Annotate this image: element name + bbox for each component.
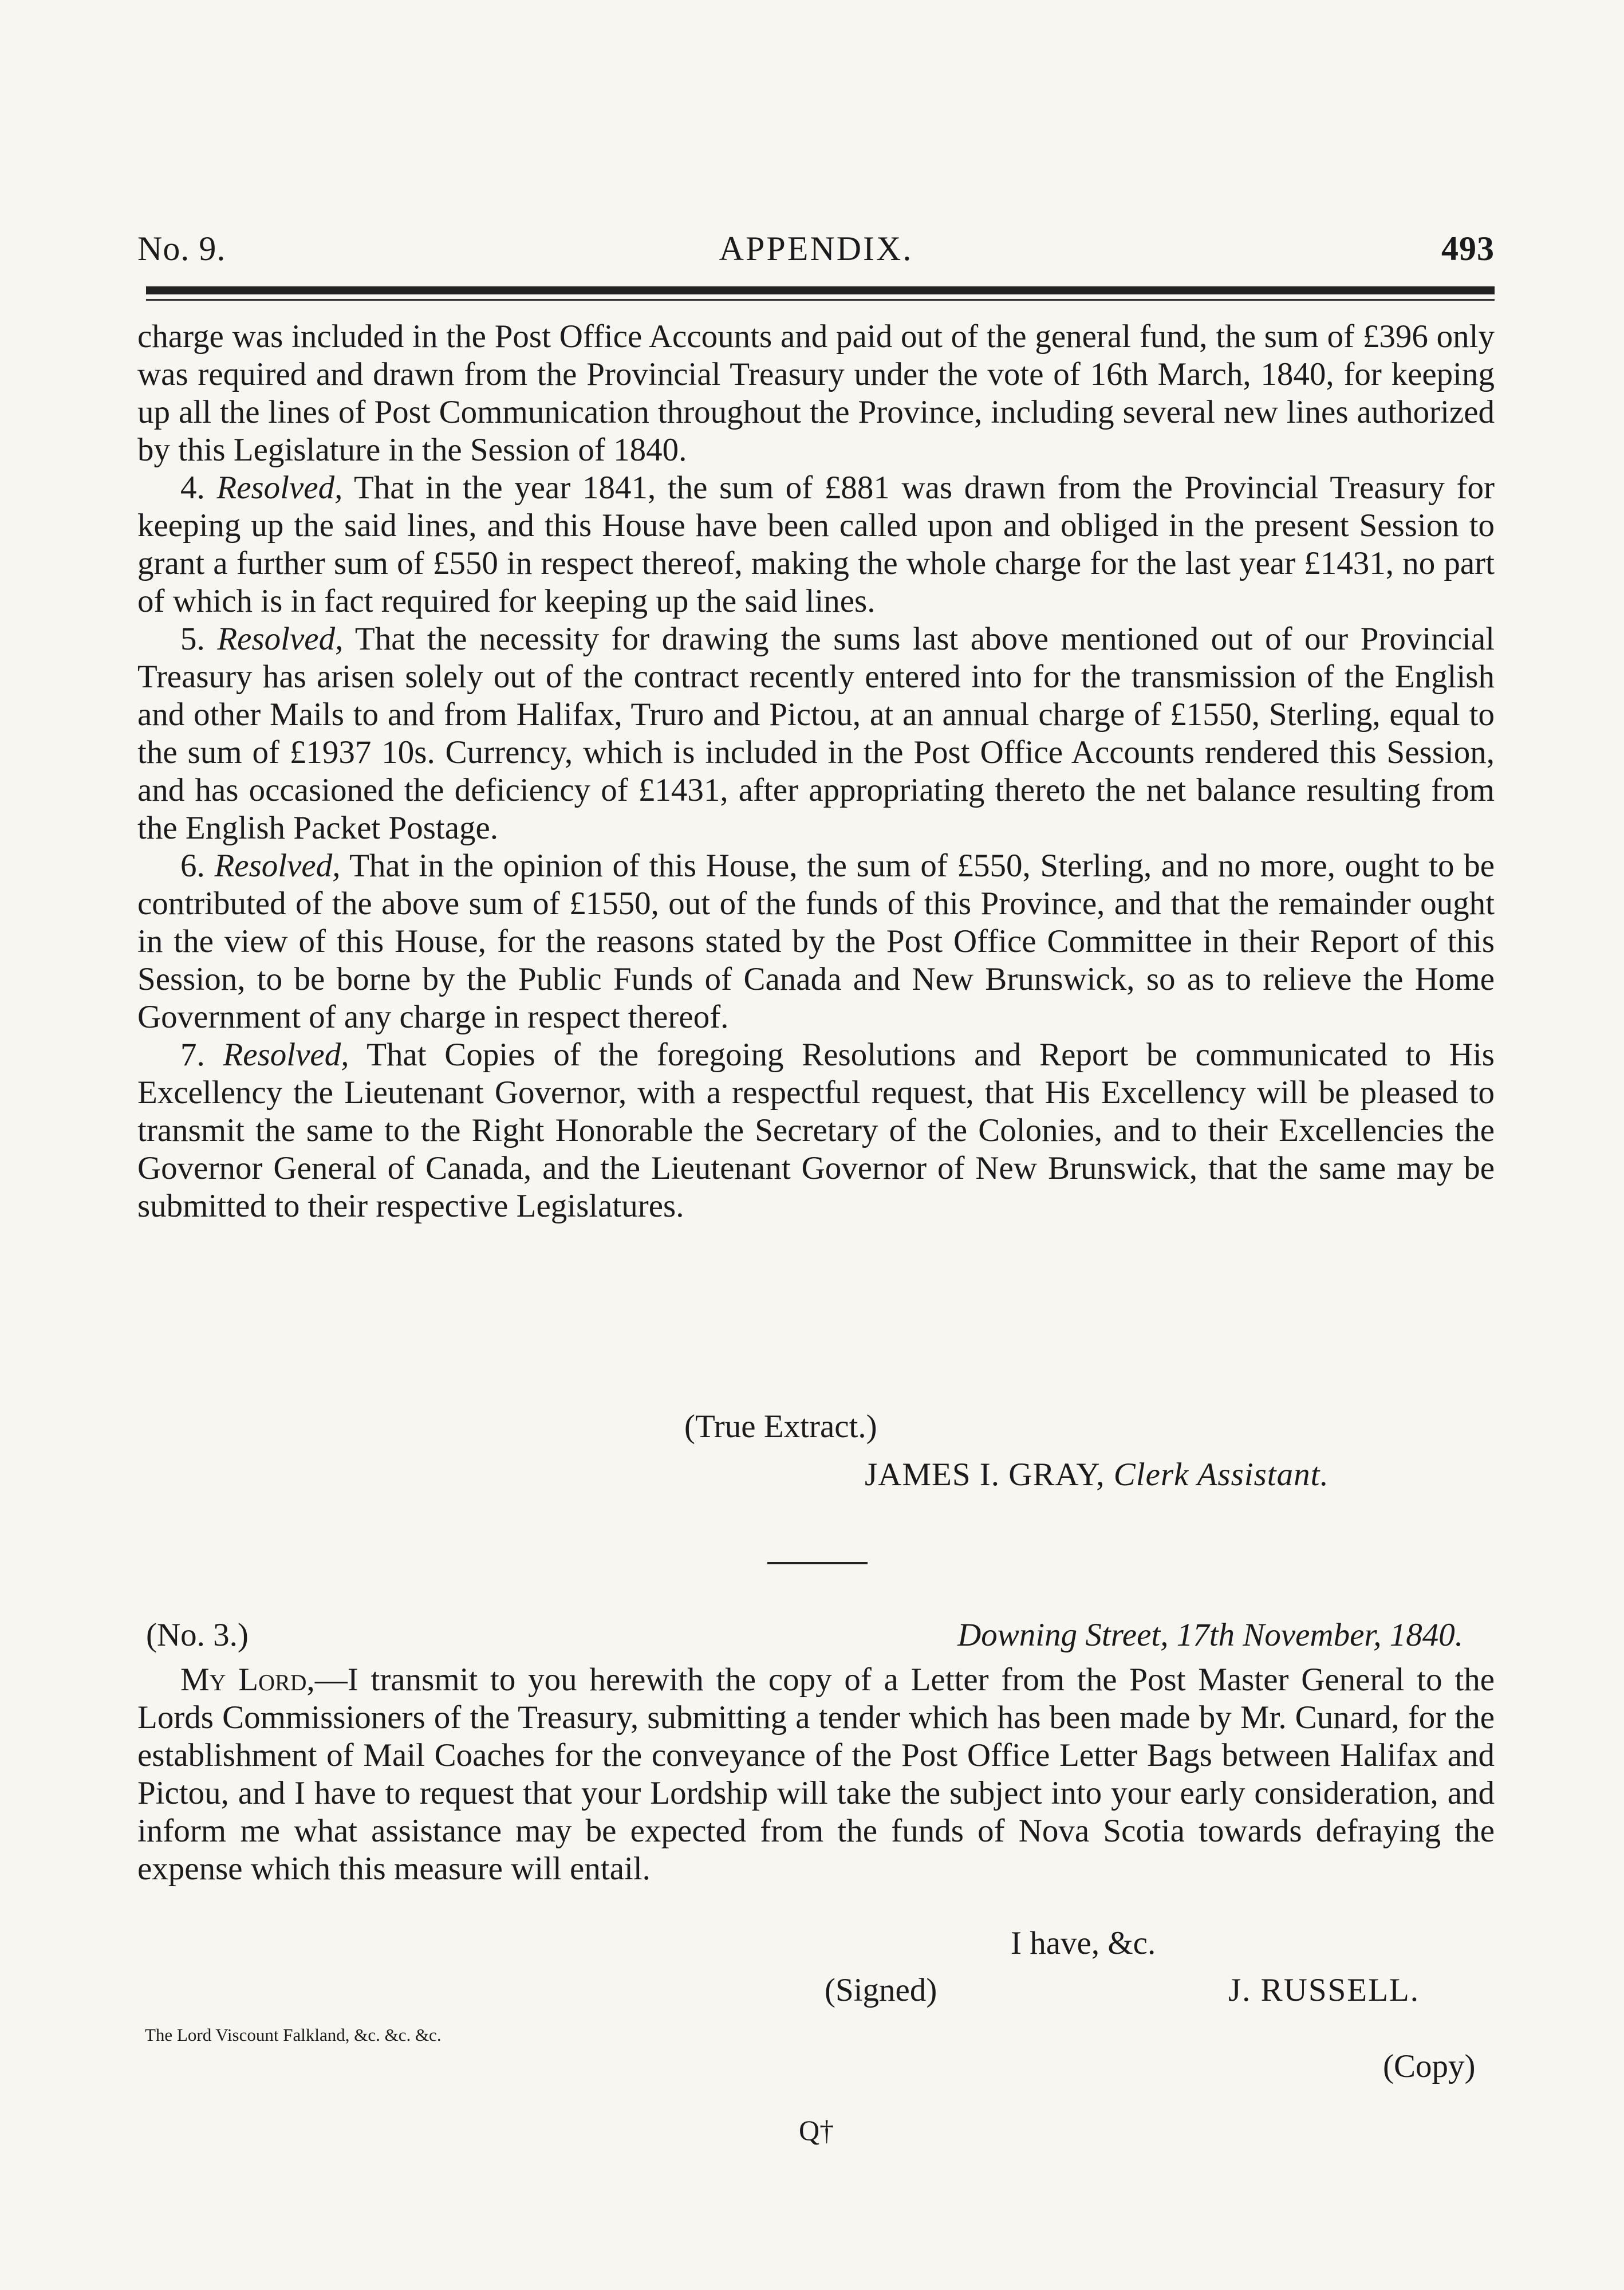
- resolution-text: That in the opinion of this House, the sum of £550, Sterling, and no more, ought to be contributed of the above sum of £1550, out of the funds of this Province, and that the remainder ought in the view of this House, for the reasons stated by the Post Office Committee in their Report of this Session, to be borne by the Public Funds of Canada and New Brunswick, so as to relieve the Home Government of any charge in respect thereof.: [137, 848, 1495, 1035]
- page-title: APPENDIX.: [719, 230, 913, 267]
- addressee: The Lord Viscount Falkland, &c. &c. &c.: [145, 2025, 442, 2045]
- clerk-name: JAMES I. GRAY,: [865, 1457, 1105, 1493]
- resolved-label: Resolved,: [223, 1037, 349, 1073]
- resolution-6: [137, 847, 1495, 1036]
- resolution-number: 7.: [180, 1037, 205, 1073]
- clerk-title: Clerk Assistant.: [1113, 1457, 1329, 1493]
- salutation: My Lord,: [180, 1662, 315, 1698]
- resolved-label: Resolved,: [216, 470, 343, 506]
- resolutions-body: [137, 318, 1495, 1225]
- letter-text: —I transmit to you herewith the copy of a Letter from the Post Master General to the Lords Commissioners of the Treasury, submitting a tender which has been made by Mr. Cunard, for the establishment of Mail Coaches for the conveyance of the Post Office Letter Bags between Halifax and Pictou, and I have to request that your Lordship will take the subject into your early consideration, and inform me what assistance may be expected from the funds of Nova Scotia towards defraying the expense which this measure will entail.: [137, 1662, 1495, 1887]
- resolved-label: Resolved,: [214, 848, 341, 884]
- appendix-number: No. 9.: [137, 230, 226, 267]
- resolution-7: [137, 1036, 1495, 1225]
- letter-body: [137, 1661, 1495, 1888]
- resolution-number: 5.: [180, 621, 205, 657]
- letter-paragraph: [137, 1661, 1495, 1888]
- resolution-text: That in the year 1841, the sum of £881 was drawn from the Provincial Treasury for keeping up the said lines, and this House have been called upon and obliged in the present Session to grant a further sum of £550 in respect thereof, making the whole charge for the last year £1431, no part of which is in fact required for keeping up the said lines.: [137, 470, 1495, 619]
- signature-mark: Q†: [799, 2114, 834, 2146]
- resolution-number: 6.: [180, 848, 205, 884]
- resolution-number: 4.: [180, 470, 205, 506]
- copy-label: (Copy): [1383, 2048, 1476, 2084]
- page-number: 493: [1441, 230, 1495, 267]
- clerk-signature: [865, 1456, 1329, 1494]
- paragraph-text: charge was included in the Post Office Accounts and paid out of the general fund, the sum of £396 only was required and drawn from the Provincial Treasury under the vote of 16th March, 1840, for keeping up all the lines of Post Communication throughout the Province, including several new lines authorized by this Legislature in the Session of 1840.: [137, 318, 1495, 468]
- resolution-5: [137, 620, 1495, 847]
- letter-number: (No. 3.): [146, 1617, 249, 1653]
- section-divider: [767, 1562, 868, 1564]
- resolution-text: That the necessity for drawing the sums last above mentioned out of our Provincial Treasury has arisen solely out of the contract recently entered into for the transmission of the English and other Mails to and from Halifax, Truro and Pictou, at an annual charge of £1550, Sterling, equal to the sum of £1937 10s. Currency, which is included in the Post Office Accounts rendered this Session, and has occasioned the deficiency of £1431, after appropriating thereto the net balance resulting from the English Packet Postage.: [137, 621, 1495, 846]
- resolution-text: That Copies of the foregoing Resolutions and Report be communicated to His Excellency the Lieutenant Governor, with a respectful request, that His Excellency will be pleased to transmit the same to the Right Honorable the Secretary of the Colonies, and to their Excellencies the Governor General of Canada, and the Lieutenant Governor of New Brunswick, that the same may be submitted to their respective Legislatures.: [137, 1037, 1495, 1224]
- resolved-label: Resolved,: [217, 621, 344, 657]
- signer-name: J. RUSSELL.: [1228, 1972, 1420, 2008]
- resolution-4: [137, 469, 1495, 620]
- header-rule-thick: [146, 286, 1495, 294]
- paragraph-continuation: [137, 318, 1495, 469]
- true-extract-label: (True Extract.): [684, 1408, 877, 1445]
- letter-date: Downing Street, 17th November, 1840.: [957, 1617, 1463, 1653]
- page-header: [137, 229, 1495, 281]
- closing-phrase: I have, &c.: [1011, 1925, 1156, 1961]
- signed-label: (Signed): [825, 1972, 937, 2008]
- header-rule-thin: [146, 299, 1495, 301]
